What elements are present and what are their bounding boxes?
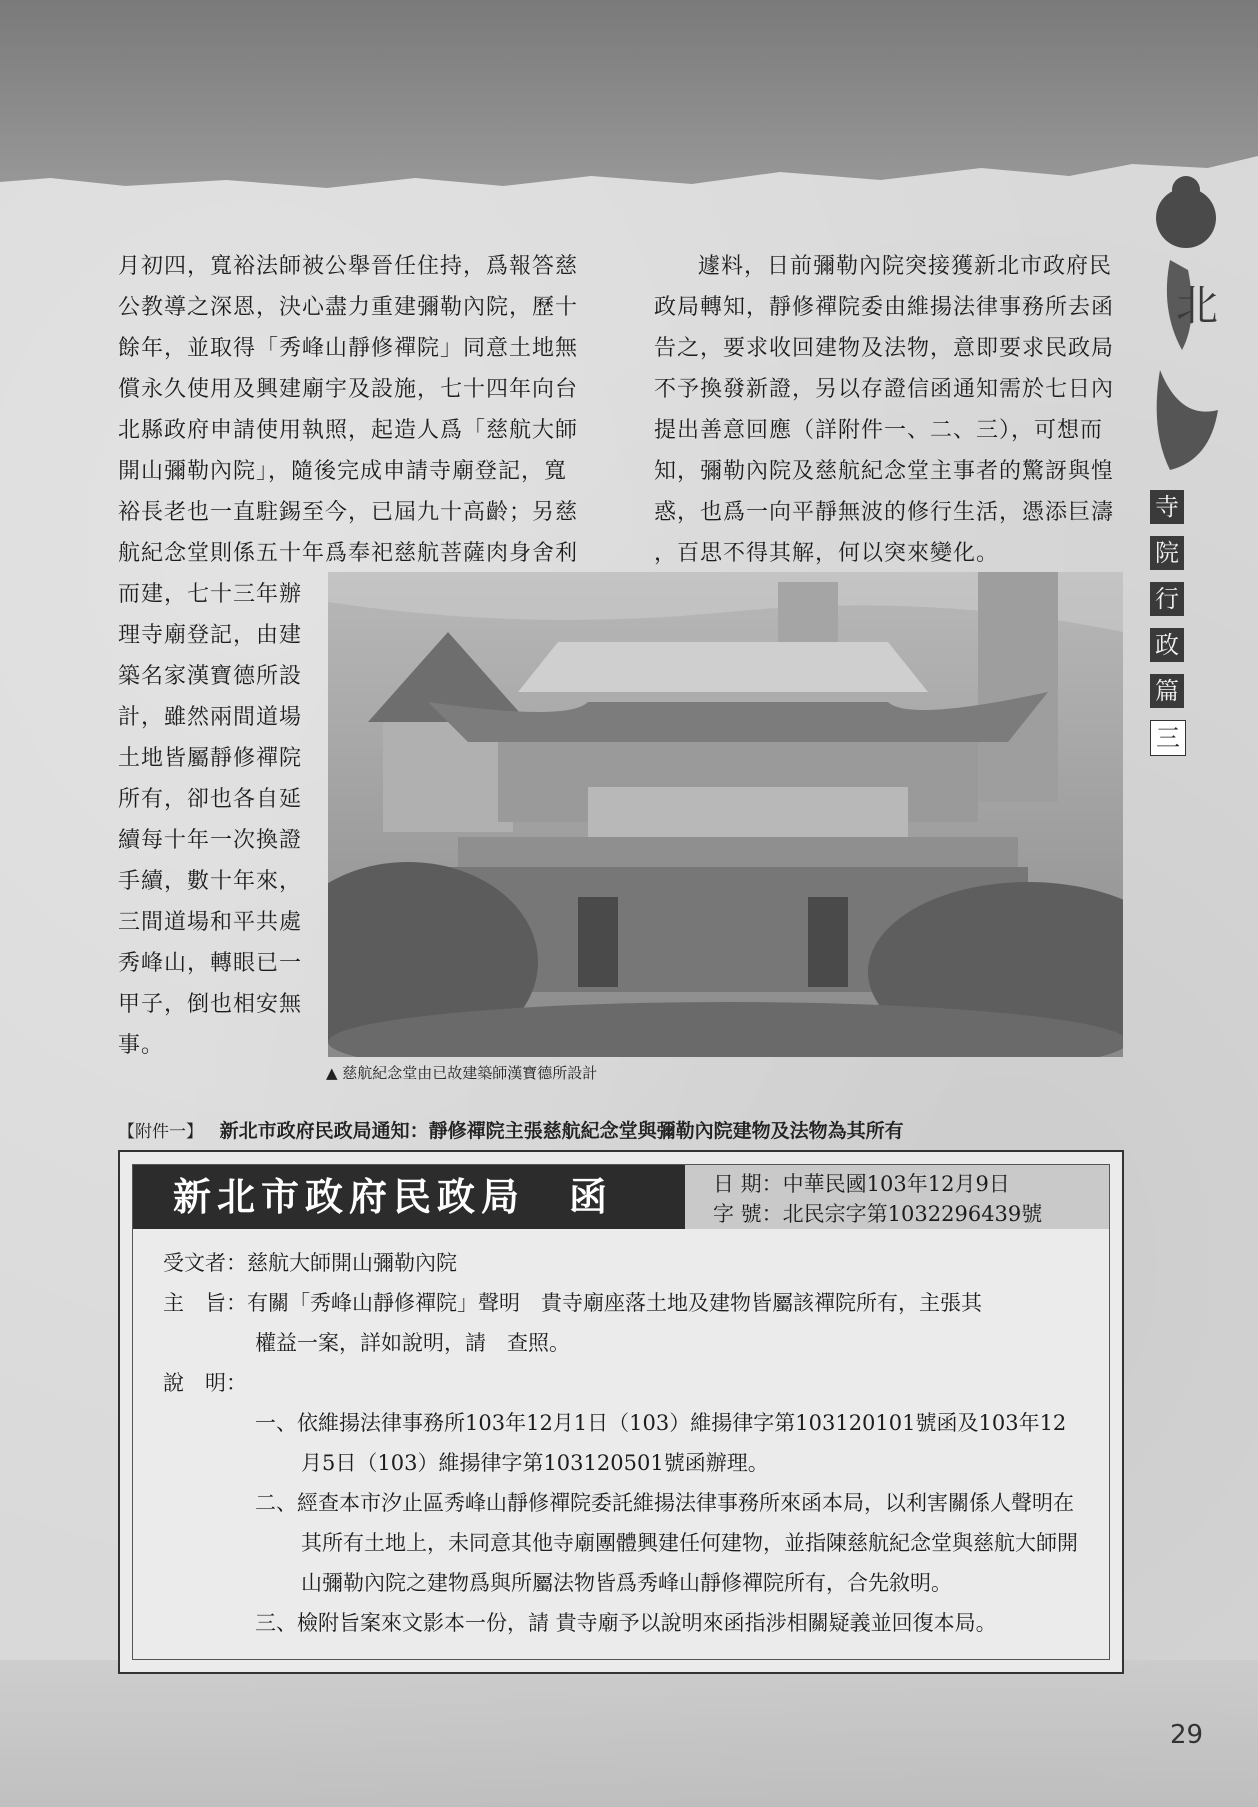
letter-date: 日 期：中華民國103年12月9日 [713, 1172, 1010, 1196]
official-letter-frame [132, 1164, 1110, 1660]
text-line: 手續，數十年來， [118, 869, 303, 894]
side-tag-char: 行 [1150, 582, 1184, 616]
text-line: 不予換發新證，另以存證信函通知需於七日內 [654, 377, 1115, 402]
text-line: 餘年，並取得「秀峰山靜修禪院」同意土地無 [118, 336, 579, 361]
decorative-bottom-texture [0, 1660, 1258, 1807]
text-line: 航紀念堂則係五十年爲奉祀慈航菩薩肉身舍利 [118, 541, 579, 566]
letter-subject-line: 權益一案，詳如說明，請 查照。 [255, 1331, 570, 1355]
side-tag-char: 篇 [1150, 674, 1184, 708]
letter-explanation-label: 說 明： [163, 1371, 247, 1395]
side-tag-char: 三 [1150, 720, 1186, 756]
text-line: 償永久使用及興建廟宇及設施，七十四年向台 [118, 377, 579, 402]
letter-item: 一、依維揚法律事務所103年12月1日（103）維揚律字第103120101號函及103年12月5日（103）維揚律字第103120501號函辦理。 [255, 1411, 1067, 1475]
letter-header [133, 1165, 1109, 1229]
text-line: 告之，要求收回建物及法物，意即要求民政局 [654, 336, 1115, 361]
text-line: 公教導之深恩，決心盡力重建彌勒內院，歷十 [118, 295, 579, 320]
text-line: 而建，七十三年辦 [118, 582, 303, 607]
page-number: 29 [1170, 1720, 1204, 1750]
letter-item: 二、經查本市汐止區秀峰山靜修禪院委託維揚法律事務所來函本局，以利害關係人聲明在其所有土地上，未同意其他寺廟團體興建任何建物，並指陳慈航紀念堂與慈航大師開山彌勒內院之建物爲與所屬法物皆爲秀峰山靜修禪院所有，合先敘明。 [255, 1491, 1078, 1595]
text-line: 裕長老也一直駐錫至今，已屆九十高齡；另慈 [118, 500, 579, 525]
letter-item: 三、檢附旨案來文影本一份，請 貴寺廟予以說明來函指涉相關疑義並回復本局。 [255, 1611, 997, 1635]
text-line: 北縣政府申請使用執照，起造人爲「慈航大師 [118, 418, 579, 443]
text-line: 三間道場和平共處 [118, 910, 303, 935]
decorative-ink-band [0, 0, 1258, 200]
side-tag-char: 院 [1150, 536, 1184, 570]
attachment-title: 新北市政府民政局通知：靜修禪院主張慈航紀念堂與彌勒內院建物及法物為其所有 [219, 1120, 904, 1142]
letter-meta [685, 1165, 1109, 1229]
attachment-tag: 【附件一】 [118, 1122, 203, 1142]
side-tag-char: 寺 [1150, 490, 1184, 524]
text-line: 事。 [118, 1033, 165, 1058]
section-side-tag [1150, 490, 1186, 768]
letter-recipient: 受文者：慈航大師開山彌勒內院 [163, 1251, 457, 1275]
photo-caption: ▲ 慈航紀念堂由已故建築師漢寶德所設計 [326, 1064, 598, 1082]
text-line: 土地皆屬靜修禪院 [118, 746, 303, 771]
text-line: 提出善意回應（詳附件一、二、三），可想而 [654, 418, 1104, 443]
right-text-column [654, 246, 1124, 574]
gourd-ornament-icon [1130, 170, 1230, 490]
letter-title: 新北市政府民政局 函 [133, 1165, 685, 1229]
temple-photo [328, 572, 1123, 1057]
text-line: 秀峰山，轉眼已一 [118, 951, 303, 976]
letter-body [163, 1243, 1083, 1643]
text-line: 遽料，日前彌勒內院突接獲新北市政府民 [698, 254, 1113, 279]
text-line: 續每十年一次換證 [118, 828, 303, 853]
text-line: 理寺廟登記，由建 [118, 623, 303, 648]
attachment-heading [118, 1116, 904, 1143]
text-line: 所有，卻也各自延 [118, 787, 303, 812]
text-line: 開山彌勒內院」，隨後完成申請寺廟登記，寬 [118, 459, 568, 484]
text-line: 計，雖然兩間道場 [118, 705, 303, 730]
official-letter [118, 1150, 1124, 1674]
letter-number: 字 號：北民宗字第1032296439號 [713, 1202, 1043, 1226]
text-line: 月初四，寬裕法師被公舉晉任住持，爲報答慈 [118, 254, 579, 279]
text-line: 惑，也爲一向平靜無波的修行生活，憑添巨濤 [654, 500, 1115, 525]
left-text-column [118, 246, 588, 574]
temple-photo-drawing [328, 572, 1123, 1057]
text-line: 築名家漢寶德所設 [118, 664, 303, 689]
svg-text:北: 北 [1176, 281, 1219, 330]
text-line: ，百思不得其解，何以突來變化。 [654, 541, 1000, 566]
text-line: 甲子，倒也相安無 [118, 992, 303, 1017]
letter-subject-line: 主 旨：有關「秀峰山靜修禪院」聲明 貴寺廟座落土地及建物皆屬該禪院所有，主張其 [163, 1291, 982, 1315]
side-tag-char: 政 [1150, 628, 1184, 662]
narrow-text-column [118, 574, 318, 1066]
text-line: 政局轉知，靜修禪院委由維揚法律事務所去函 [654, 295, 1115, 320]
text-line: 知，彌勒內院及慈航紀念堂主事者的驚訝與惶 [654, 459, 1115, 484]
